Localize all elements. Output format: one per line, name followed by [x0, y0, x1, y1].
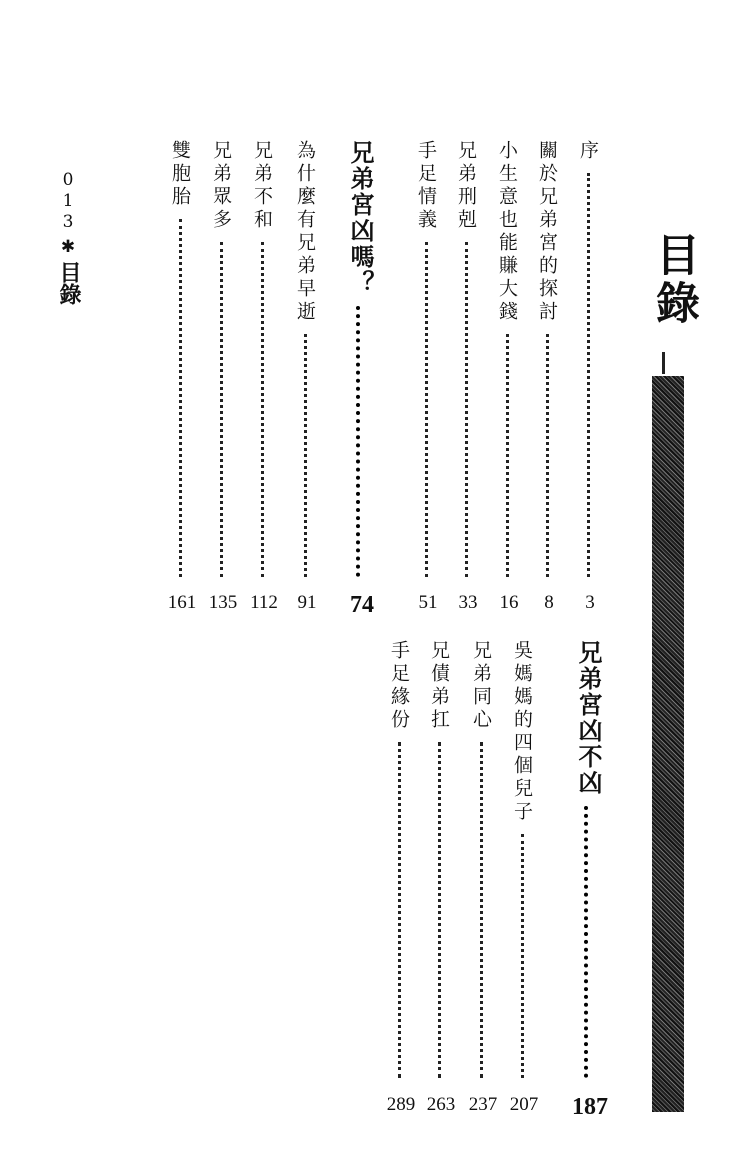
toc-entry	[295, 140, 319, 577]
leader-dots	[506, 334, 512, 577]
leader-dots	[425, 242, 431, 577]
toc-chapter-entry	[346, 140, 375, 577]
leader-dots	[304, 334, 310, 577]
toc-entry-title: 兄弟不和	[251, 140, 273, 232]
leader-dots	[220, 242, 226, 577]
toc-entry-title: 小生意也能賺大錢	[496, 140, 518, 324]
toc-entry-title: 兄弟眾多	[210, 140, 232, 232]
leader-dots	[584, 806, 592, 1078]
toc-page-number: 74	[350, 592, 374, 618]
toc-entry-title: 關於兄弟宮的探討	[536, 140, 558, 324]
page-title: 目錄	[648, 232, 699, 328]
leader-dots	[480, 742, 486, 1078]
toc-page-number: 289	[386, 1094, 416, 1115]
leader-dots	[587, 173, 593, 577]
toc-entry	[537, 140, 561, 577]
toc-entry-title: 序	[577, 140, 599, 163]
toc-page-number: 51	[418, 592, 438, 613]
toc-entry	[389, 640, 413, 1078]
toc-entry	[429, 640, 453, 1078]
toc-entry-title: 為什麼有兄弟早逝	[294, 140, 316, 324]
toc-page-number: 263	[426, 1094, 456, 1115]
leader-dots	[546, 334, 552, 577]
toc-page-number: 112	[250, 592, 278, 613]
toc-page-number: 207	[509, 1094, 539, 1115]
toc-page-number: 187	[572, 1094, 608, 1120]
toc-page-number: 16	[499, 592, 519, 613]
toc-entry	[578, 140, 602, 577]
decorative-band	[652, 376, 684, 1112]
toc-entry-title: 手足緣份	[388, 640, 410, 732]
page-number-digit: 1	[62, 191, 74, 211]
leader-dots	[398, 742, 404, 1078]
toc-page-number: 135	[208, 592, 238, 613]
toc-entry-title: 兄弟宮凶嗎？	[346, 140, 375, 296]
toc-entry	[512, 640, 536, 1078]
toc-page-number: 33	[458, 592, 478, 613]
toc-entry-title: 手足情義	[415, 140, 437, 232]
toc-page-number: 237	[468, 1094, 498, 1115]
leader-dots	[179, 219, 185, 577]
leader-dots	[521, 834, 527, 1078]
leader-dots	[438, 742, 444, 1078]
toc-entry	[170, 140, 194, 577]
toc-entry	[497, 140, 521, 577]
toc-entry-title: 兄債弟扛	[428, 640, 450, 732]
title-rule	[662, 352, 665, 374]
leader-dots	[465, 242, 471, 577]
page-number-digit: 0	[62, 170, 74, 190]
toc-page-number: 8	[544, 592, 554, 613]
toc-chapter-entry	[574, 640, 603, 1078]
toc-entry-title: 雙胞胎	[169, 140, 191, 209]
toc-page-number: 161	[167, 592, 197, 613]
toc-entry	[416, 140, 440, 577]
toc-entry	[456, 140, 480, 577]
folio	[56, 170, 82, 305]
toc-page-number: 91	[297, 592, 317, 613]
toc-entry-title: 吳媽媽的四個兒子	[511, 640, 533, 824]
toc-entry	[252, 140, 276, 577]
toc-entry-title: 兄弟宮凶不凶	[574, 640, 603, 796]
leader-dots	[356, 306, 364, 577]
leader-dots	[261, 242, 267, 577]
toc-entry-title: 兄弟刑剋	[455, 140, 477, 232]
toc-entry	[211, 140, 235, 577]
ornament-icon: ✱	[60, 237, 76, 257]
page-number-digit: 3	[62, 212, 74, 232]
toc-entry-title: 兄弟同心	[470, 640, 492, 732]
toc-entry	[471, 640, 495, 1078]
folio-label: 目錄	[56, 261, 82, 305]
toc-page-number: 3	[585, 592, 595, 613]
